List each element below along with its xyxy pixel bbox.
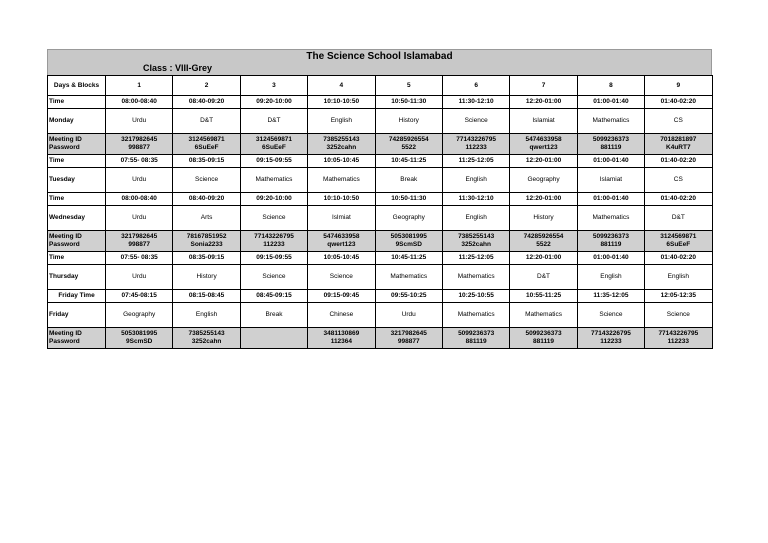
day-label: Friday <box>48 303 106 328</box>
time-cell: 07:55- 08:35 <box>106 252 173 265</box>
timetable-header <box>47 49 712 75</box>
subject-cell: Urdu <box>106 206 173 231</box>
subject-cell: English <box>442 168 509 193</box>
subject-cell: D&T <box>240 109 307 134</box>
meeting-password: 5522 <box>401 144 416 151</box>
timetable-sheet <box>47 49 712 349</box>
time-cell: 10:05-10:45 <box>308 155 375 168</box>
meeting-password: 9ScmSD <box>126 338 153 345</box>
time-cell: 08:15-08:45 <box>173 290 240 303</box>
day-label: Monday <box>48 109 106 134</box>
time-cell: 01:40-02:20 <box>645 193 712 206</box>
meeting-id: 5099236373 <box>458 330 495 338</box>
time-cell: 09:15-09:45 <box>308 290 375 303</box>
time-cell: 11:30-12:10 <box>442 96 509 109</box>
meeting-password: 998877 <box>397 338 420 345</box>
meeting-password: 998877 <box>128 241 151 248</box>
day-label: Thursday <box>48 265 106 290</box>
time-cell: 10:05-10:45 <box>308 252 375 265</box>
subject-cell: Science <box>645 303 712 328</box>
meeting-cell <box>442 231 509 252</box>
meeting-id: 78167851952 <box>186 233 227 241</box>
meeting-password: 881119 <box>533 338 555 345</box>
subject-cell: Mathematics <box>308 168 375 193</box>
subject-cell: Urdu <box>106 265 173 290</box>
meeting-cell <box>510 328 577 349</box>
meeting-password: qwert123 <box>529 144 558 151</box>
meeting-password: qwert123 <box>327 241 356 248</box>
meeting-cell <box>375 328 442 349</box>
block-header: 6 <box>442 76 509 96</box>
time-cell: 09:20-10:00 <box>240 193 307 206</box>
meeting-cell <box>510 231 577 252</box>
meeting-id: 5099236373 <box>525 330 562 338</box>
subject-cell: English <box>442 206 509 231</box>
block-header: 7 <box>510 76 577 96</box>
meeting-row <box>48 231 713 252</box>
subject-cell: Science <box>442 109 509 134</box>
meeting-cell <box>375 231 442 252</box>
meeting-cell <box>240 328 307 349</box>
subject-cell: Urdu <box>106 109 173 134</box>
meeting-cell <box>106 328 173 349</box>
meeting-id: 5053081995 <box>121 330 158 338</box>
time-label: Time <box>48 155 106 168</box>
time-cell: 08:35-09:15 <box>173 155 240 168</box>
block-header: 8 <box>577 76 644 96</box>
time-cell: 12:05-12:35 <box>645 290 712 303</box>
meeting-row <box>48 134 713 155</box>
time-row <box>48 96 713 109</box>
time-cell: 12:20-01:00 <box>510 155 577 168</box>
meeting-cell <box>240 134 307 155</box>
time-cell: 01:00-01:40 <box>577 155 644 168</box>
time-cell: 12:20-01:00 <box>510 252 577 265</box>
meeting-password: 112364 <box>330 338 353 345</box>
time-cell: 01:40-02:20 <box>645 96 712 109</box>
meeting-password: K4uRT7 <box>666 144 691 151</box>
meeting-cell <box>645 328 712 349</box>
block-header: 9 <box>645 76 712 96</box>
time-label: Time <box>48 193 106 206</box>
meeting-cell <box>173 231 240 252</box>
subject-cell: D&T <box>173 109 240 134</box>
meeting-cell <box>577 231 644 252</box>
meeting-cell <box>173 134 240 155</box>
class-label: Class : VIII-Grey <box>143 63 213 73</box>
subject-cell: Mathematics <box>577 109 644 134</box>
time-cell: 09:15-09:55 <box>240 252 307 265</box>
subject-cell: Islamiat <box>577 168 644 193</box>
subject-cell: English <box>308 109 375 134</box>
time-cell: 08:40-09:20 <box>173 96 240 109</box>
subject-cell: D&T <box>510 265 577 290</box>
meeting-cell <box>645 231 712 252</box>
subject-cell: Science <box>240 265 307 290</box>
subject-cell: Mathematics <box>510 303 577 328</box>
time-cell: 09:15-09:55 <box>240 155 307 168</box>
subject-cell: Urdu <box>106 168 173 193</box>
meeting-id: 5474633958 <box>323 233 360 241</box>
subject-cell: English <box>645 265 712 290</box>
time-cell: 09:55-10:25 <box>375 290 442 303</box>
subject-cell: English <box>173 303 240 328</box>
meeting-cell <box>308 134 375 155</box>
time-cell: 11:30-12:10 <box>442 193 509 206</box>
timetable-grid <box>47 75 713 349</box>
meeting-password: 112233 <box>263 241 285 248</box>
block-header: 3 <box>240 76 307 96</box>
time-row <box>48 193 713 206</box>
password-label: Password <box>49 241 80 248</box>
subject-cell: Break <box>375 168 442 193</box>
time-cell: 08:00-08:40 <box>106 193 173 206</box>
block-header: 5 <box>375 76 442 96</box>
time-cell: 10:50-11:30 <box>375 96 442 109</box>
subject-cell: Mathematics <box>577 206 644 231</box>
meeting-password: 881119 <box>465 338 487 345</box>
meeting-password: 998877 <box>128 144 151 151</box>
meeting-id: 7385255143 <box>188 330 225 338</box>
time-cell: 10:10-10:50 <box>308 193 375 206</box>
subject-cell: CS <box>645 109 712 134</box>
meeting-cell <box>510 134 577 155</box>
meeting-password: 9ScmSD <box>395 241 422 248</box>
subject-cell: Science <box>240 206 307 231</box>
meeting-cell <box>173 328 240 349</box>
meeting-id: 74285926554 <box>523 233 564 241</box>
meeting-id: 7385255143 <box>458 233 495 241</box>
meeting-password: 112233 <box>667 338 689 345</box>
meeting-id: 77143226795 <box>591 330 631 338</box>
meeting-id: 77143226795 <box>456 136 497 144</box>
time-cell: 11:25-12:05 <box>442 252 509 265</box>
meeting-id: 7385255143 <box>323 136 360 144</box>
subject-cell: D&T <box>645 206 712 231</box>
meeting-id: 3124569871 <box>255 136 293 144</box>
time-cell: 10:50-11:30 <box>375 193 442 206</box>
time-cell: 01:00-01:40 <box>577 252 644 265</box>
subject-cell: History <box>173 265 240 290</box>
meeting-password: 6SuEeF <box>194 144 219 151</box>
subject-cell: Mathematics <box>442 265 509 290</box>
meeting-password: 881119 <box>600 241 622 248</box>
subject-cell: Science <box>577 303 644 328</box>
time-cell: 10:45-11:25 <box>375 155 442 168</box>
time-label: Time <box>48 252 106 265</box>
meeting-cell <box>577 328 644 349</box>
meeting-cell <box>375 134 442 155</box>
subject-row <box>48 168 713 193</box>
meeting-id: 5099236373 <box>592 136 629 144</box>
password-label: Password <box>49 144 80 151</box>
block-header: 4 <box>308 76 375 96</box>
meeting-row <box>48 328 713 349</box>
meeting-id: 3217982645 <box>121 136 158 144</box>
meeting-id: 74285926554 <box>388 136 429 144</box>
time-cell: 11:35-12:05 <box>577 290 644 303</box>
time-cell: 09:20-10:00 <box>240 96 307 109</box>
meeting-label <box>48 134 106 155</box>
meeting-id: 3124569871 <box>188 136 225 144</box>
subject-cell: Science <box>173 168 240 193</box>
meeting-cell <box>240 231 307 252</box>
time-cell: 01:00-01:40 <box>577 193 644 206</box>
meeting-password: 6SuEeF <box>262 144 286 151</box>
time-cell: 08:40-09:20 <box>173 193 240 206</box>
meeting-password: 3252cahn <box>191 338 222 345</box>
subject-row <box>48 206 713 231</box>
meeting-password: 112233 <box>600 338 622 345</box>
time-cell: 07:45-08:15 <box>106 290 173 303</box>
meeting-cell <box>577 134 644 155</box>
subject-cell: Chinese <box>308 303 375 328</box>
time-cell: 12:20-01:00 <box>510 96 577 109</box>
meeting-password: 3252cahn <box>326 144 357 151</box>
subject-cell: CS <box>645 168 712 193</box>
corner-cell: Days & Blocks <box>48 76 106 96</box>
meeting-id-label: Meeting ID <box>49 330 82 338</box>
meeting-id: 3217982645 <box>390 330 427 338</box>
meeting-id: 3124569871 <box>660 233 697 241</box>
meeting-cell <box>442 134 509 155</box>
time-cell: 10:25-10:55 <box>442 290 509 303</box>
time-cell: 08:00-08:40 <box>106 96 173 109</box>
meeting-cell <box>645 134 712 155</box>
meeting-cell <box>308 328 375 349</box>
meeting-id: 3481130869 <box>323 330 360 338</box>
subject-row <box>48 109 713 134</box>
subject-cell: Geography <box>375 206 442 231</box>
meeting-cell <box>106 231 173 252</box>
subject-cell: Islmiat <box>308 206 375 231</box>
subject-cell: History <box>510 206 577 231</box>
time-cell: 10:45-11:25 <box>375 252 442 265</box>
meeting-label <box>48 231 106 252</box>
time-row <box>48 290 713 303</box>
meeting-id: 5053081995 <box>390 233 427 241</box>
subject-cell: Urdu <box>375 303 442 328</box>
meeting-password: 3252cahn <box>461 241 491 248</box>
meeting-password: 5522 <box>536 241 551 248</box>
meeting-id: 5474633958 <box>525 136 562 144</box>
subject-row <box>48 265 713 290</box>
time-cell: 08:45-09:15 <box>240 290 307 303</box>
subject-cell: Geography <box>510 168 577 193</box>
meeting-id: 5099236373 <box>592 233 629 241</box>
subject-cell: Mathematics <box>442 303 509 328</box>
time-cell: 01:00-01:40 <box>577 96 644 109</box>
time-row <box>48 252 713 265</box>
block-header: 2 <box>173 76 240 96</box>
meeting-label <box>48 328 106 349</box>
block-header-row <box>48 76 713 96</box>
time-label: Friday Time <box>48 290 106 303</box>
time-cell: 08:35-09:15 <box>173 252 240 265</box>
meeting-id: 7018281897 <box>660 136 697 144</box>
subject-cell: Mathematics <box>375 265 442 290</box>
subject-cell: Geography <box>106 303 173 328</box>
meeting-id: 77143226795 <box>658 330 699 338</box>
time-row <box>48 155 713 168</box>
subject-cell: Islamiat <box>510 109 577 134</box>
meeting-id-label: Meeting ID <box>49 136 82 144</box>
meeting-id: 3217982645 <box>121 233 158 241</box>
school-title: The Science School Islamabad <box>306 51 453 62</box>
subject-cell: Science <box>308 265 375 290</box>
meeting-id-label: Meeting ID <box>49 233 82 241</box>
meeting-id: 77143226795 <box>254 233 294 241</box>
meeting-cell <box>308 231 375 252</box>
meeting-password: 881119 <box>600 144 622 151</box>
subject-cell: Mathematics <box>240 168 307 193</box>
time-cell: 10:55-11:25 <box>510 290 577 303</box>
subject-cell: Break <box>240 303 307 328</box>
subject-cell: History <box>375 109 442 134</box>
meeting-password: Sonia2233 <box>190 241 223 248</box>
time-cell: 01:40-02:20 <box>645 155 712 168</box>
time-cell: 01:40-02:20 <box>645 252 712 265</box>
meeting-cell <box>106 134 173 155</box>
time-cell: 07:55- 08:35 <box>106 155 173 168</box>
time-cell: 11:25-12:05 <box>442 155 509 168</box>
meeting-password: 6SuEeF <box>666 241 691 248</box>
time-cell: 10:10-10:50 <box>308 96 375 109</box>
subject-cell: English <box>577 265 644 290</box>
password-label: Password <box>49 338 80 345</box>
meeting-password: 112233 <box>465 144 487 151</box>
day-label: Wednesday <box>48 206 106 231</box>
subject-row <box>48 303 713 328</box>
time-label: Time <box>48 96 106 109</box>
subject-cell: Arts <box>173 206 240 231</box>
day-label: Tuesday <box>48 168 106 193</box>
time-cell: 12:20-01:00 <box>510 193 577 206</box>
block-header: 1 <box>106 76 173 96</box>
meeting-cell <box>442 328 509 349</box>
